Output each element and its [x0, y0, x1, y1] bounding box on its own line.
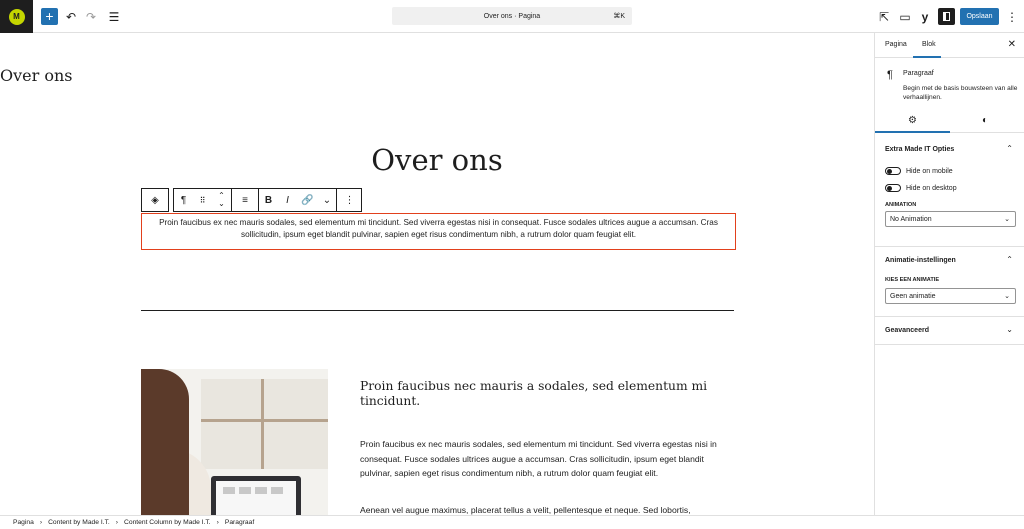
page-title-header[interactable]: Over ons [0, 66, 73, 85]
panel-advanced [875, 317, 1024, 345]
tab-block[interactable]: Blok [922, 41, 936, 48]
undo-icon[interactable]: ↶ [65, 9, 77, 24]
hide-desktop-label: Hide on desktop [906, 185, 957, 192]
block-description: Begin met de basis bouwsteen van alle verhaallijnen. [903, 85, 1018, 101]
shortcut-hint: ⌘K [613, 13, 625, 20]
media-image[interactable] [141, 369, 328, 515]
settings-gear-icon[interactable]: ⚙ [908, 115, 917, 126]
choose-animation-value: Geen animatie [890, 292, 936, 300]
logo-mark: M [9, 9, 25, 25]
block-parent-group [141, 188, 169, 212]
block-toolbar [141, 188, 362, 212]
panel-title-animation[interactable]: Animatie-instellingen [885, 257, 956, 264]
view-page-icon[interactable]: ⇱ [878, 9, 890, 24]
panel-extra-options [875, 133, 1024, 247]
selected-paragraph-block[interactable]: Proin faucibus ex nec mauris sodales, sed elementum mi tincidunt. Sed viverra egestas nisi in consequat. Fusce sodales ultrices augue a accumsan. Cras sollicitudin, ipsum eget blandit pulvinar, sapien eget risus condimentum nibh, a rutrum dolor quam feugiat elit. [141, 213, 736, 250]
editor-canvas [0, 33, 874, 515]
block-tools-group [173, 188, 362, 212]
choose-animation-label: KIES EEN ANIMATIE [885, 277, 940, 283]
command-palette-button[interactable] [392, 7, 632, 25]
breadcrumb-separator: › [39, 519, 43, 526]
settings-sidebar-toggle[interactable] [938, 8, 955, 25]
animation-label: ANIMATION [885, 202, 917, 208]
yoast-seo-icon[interactable]: y [921, 9, 929, 24]
media-heading[interactable]: Proin faucibus nec mauris a sodales, sed elementum mi tincidunt. [360, 379, 708, 408]
options-menu-icon[interactable]: ⋮ [1006, 9, 1018, 24]
settings-sidebar [874, 33, 1024, 515]
tab-page[interactable]: Pagina [885, 41, 907, 48]
move-up-down-icon[interactable]: ⌃ ⌄ [218, 191, 225, 208]
block-name: Paragraaf [903, 70, 934, 77]
page-title[interactable]: Over ons [371, 143, 503, 177]
link-icon[interactable]: 🔗 [301, 194, 314, 206]
panel-title-advanced[interactable]: Geavanceerd [885, 327, 929, 334]
bold-icon[interactable]: B [264, 194, 273, 206]
breadcrumb-separator: › [216, 519, 219, 526]
editor-top-bar [0, 0, 1024, 33]
chevron-down-icon: ⌄ [1004, 293, 1010, 300]
media-paragraph-2[interactable]: Aenean vel augue maximus, placerat tellus a velit, pellentesque et neque. Sed lobortis, [360, 505, 691, 515]
more-formatting-icon[interactable]: ⌄ [322, 194, 332, 206]
panel-animation-settings [875, 247, 1024, 317]
block-options-icon[interactable]: ⋮ [344, 194, 355, 206]
save-button[interactable]: Opslaan [960, 8, 999, 25]
select-parent-icon[interactable]: ◈ [151, 194, 159, 206]
block-card [875, 58, 1024, 109]
separator-block[interactable] [141, 310, 734, 311]
breadcrumb [0, 515, 1024, 529]
device-preview-icon[interactable]: ▭ [899, 9, 911, 24]
drag-handle-icon[interactable]: ⠿ [199, 195, 206, 205]
site-logo[interactable] [0, 0, 33, 33]
sidebar-tabs [875, 33, 1024, 58]
person-hair [141, 369, 189, 515]
choose-animation-select[interactable] [885, 288, 1016, 304]
breadcrumb-item[interactable]: Content Column by Made I.T. [124, 519, 211, 526]
redo-icon[interactable]: ↷ [85, 9, 97, 24]
paragraph-icon: ¶ [887, 69, 893, 81]
hide-desktop-toggle[interactable] [885, 184, 901, 192]
panel-title-extra[interactable]: Extra Made IT Opties [885, 146, 955, 153]
media-paragraph[interactable]: Proin faucibus ex nec mauris sodales, sed elementum mi tincidunt. Sed viverra egestas nisi in consequat. Fusce sodales ultrices augue a accumsan. Cras sollicitudin, ipsum eget blandit pulvinar, sapien eget risus condimentum nibh, a rutrum dolor quam feugiat elit. [360, 439, 717, 478]
chevron-down-icon[interactable]: ⌄ [1006, 325, 1013, 334]
chevron-down-icon: ⌄ [1004, 216, 1010, 223]
document-overview-icon[interactable]: ☰ [108, 9, 120, 24]
styles-contrast-icon[interactable]: ◐ [982, 115, 989, 126]
hide-mobile-label: Hide on mobile [906, 168, 953, 175]
window-background [201, 379, 328, 469]
inspector-tabs [875, 109, 1024, 133]
animation-select-value: No Animation [890, 215, 932, 223]
breadcrumb-item[interactable]: Content by Made I.T. [48, 519, 110, 526]
chevron-up-icon[interactable]: ⌃ [1006, 255, 1013, 264]
align-icon[interactable]: ≡ [242, 194, 248, 206]
breadcrumb-item[interactable]: Paragraaf [224, 519, 255, 526]
add-block-button[interactable]: + [41, 8, 58, 25]
paragraph-icon[interactable]: ¶ [180, 194, 187, 206]
breadcrumb-item[interactable]: Pagina [13, 519, 34, 526]
close-icon[interactable]: ✕ [1007, 39, 1016, 50]
document-title: Over ons · Pagina [483, 12, 541, 20]
italic-icon[interactable]: I [286, 194, 289, 206]
animation-select[interactable] [885, 211, 1016, 227]
breadcrumb-separator: › [115, 519, 119, 526]
hide-mobile-toggle[interactable] [885, 167, 901, 175]
chevron-up-icon[interactable]: ⌃ [1006, 144, 1013, 153]
